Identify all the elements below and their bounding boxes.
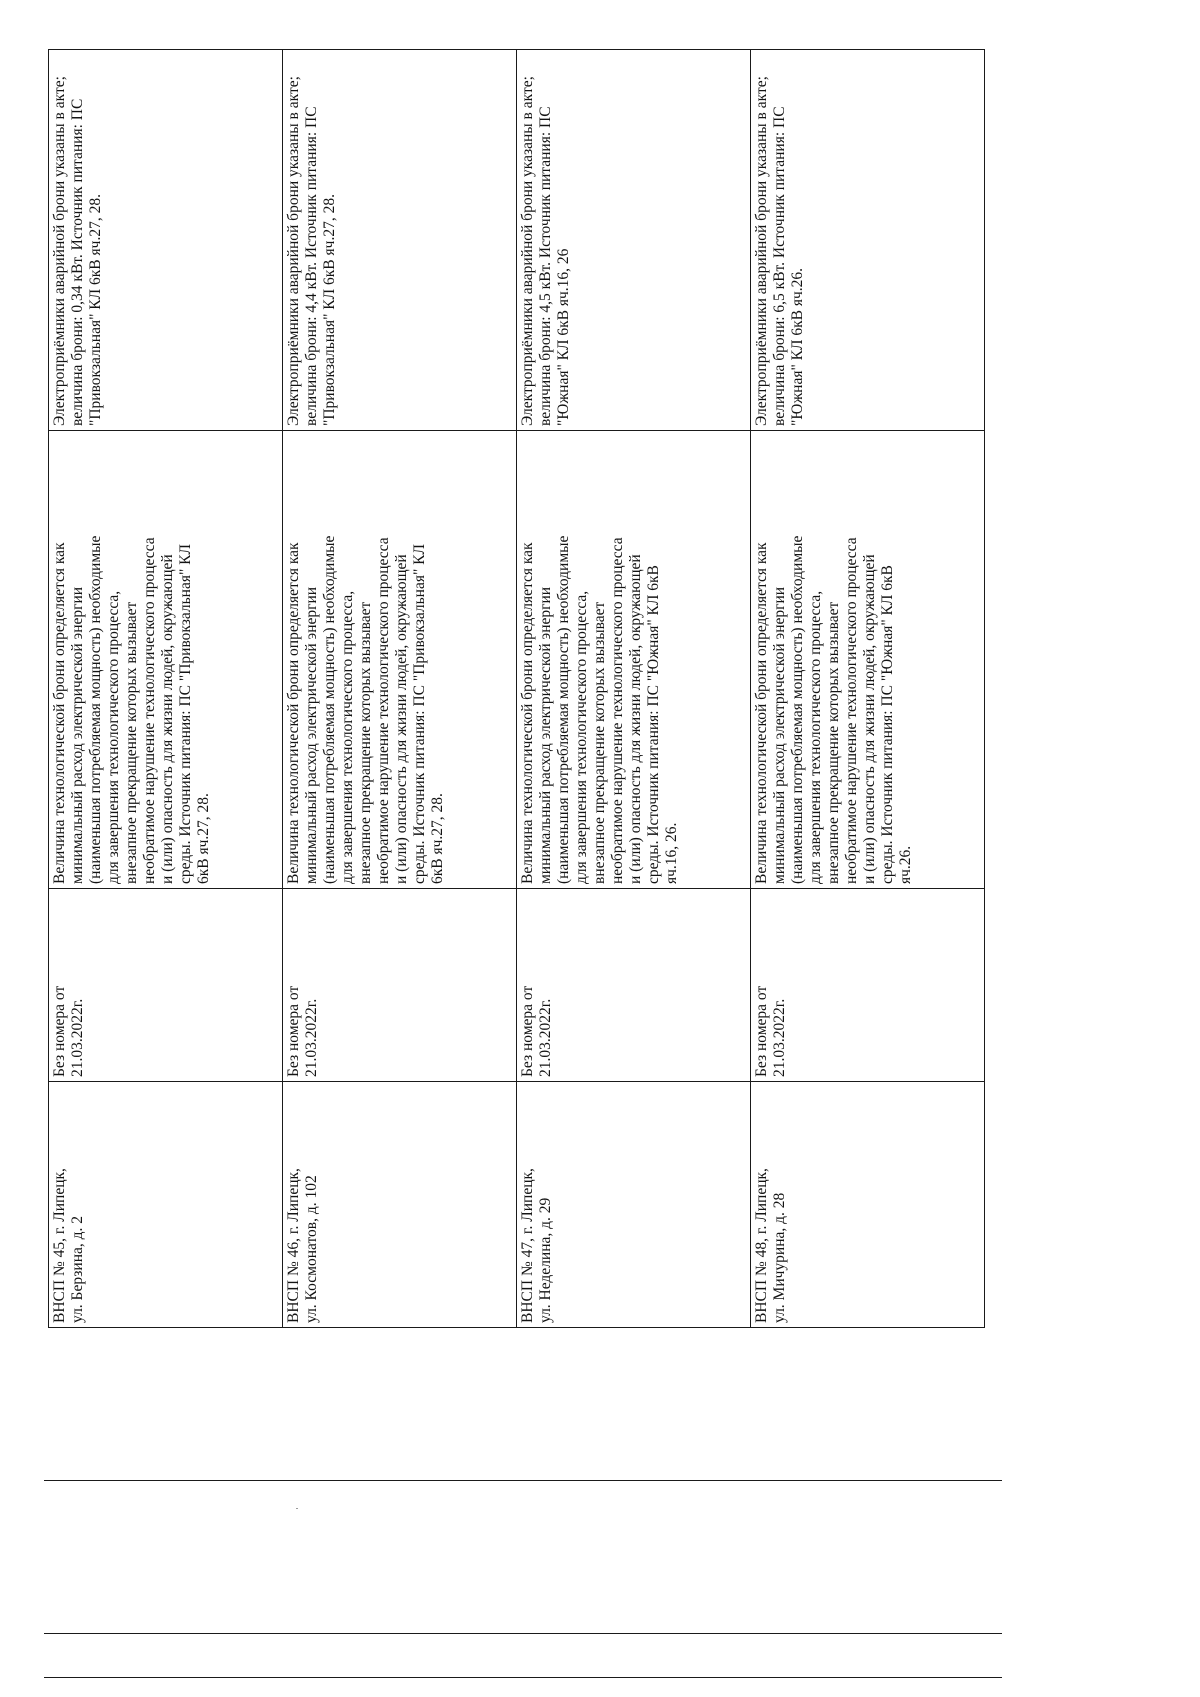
object-cell: ВНСП № 45, г. Липецк, ул. Берзина, д. 2 <box>49 1082 283 1328</box>
table-row <box>49 50 283 1328</box>
emergency-reserve-cell: Электроприёмники аварийной брони указаны в акте; величина брони: 0,34 кВт. Источник питания: ПС "Привокзальная" КЛ 6кВ яч.27, 28. <box>49 50 283 431</box>
table-row <box>751 50 985 1328</box>
tech-reserve-cell: Величина технологической брони определяется как минимальный расход электрической энергии (наименьшая потребляемая мощность) необходимые для завершения технологического процесса, внезапное прекращение которых вызывает необратимое нарушение технологического процесса и (или) опасность для жизни людей, окружающей среды. Источник питания: ПС "Привокзальная" КЛ 6кВ яч.27, 28. <box>283 431 517 889</box>
tech-reserve-cell: Величина технологической брони определяется как минимальный расход электрической энергии (наименьшая потребляемая мощность) необходимые для завершения технологического процесса, внезапное прекращение которых вызывает необратимое нарушение технологического процесса и (или) опасность для жизни людей, окружающей среды. Источник питания: ПС "Южная" КЛ 6кВ яч.26. <box>751 431 985 889</box>
horizontal-rule <box>44 1633 1002 1634</box>
horizontal-rule <box>44 1480 1002 1481</box>
table-row <box>283 50 517 1328</box>
tech-reserve-cell: Величина технологической брони определяется как минимальный расход электрической энергии (наименьшая потребляемая мощность) необходимые для завершения технологического процесса, внезапное прекращение которых вызывает необратимое нарушение технологического процесса и (или) опасность для жизни людей, окружающей среды. Источник питания: ПС "Привокзальная" КЛ 6кВ яч.27, 28. <box>49 431 283 889</box>
act-cell: Без номера от 21.03.2022г. <box>517 889 751 1082</box>
emergency-reserve-cell: Электроприёмники аварийной брони указаны в акте; величина брони: 4,4 кВт. Источник питания: ПС "Привокзальная" КЛ 6кВ яч.27, 28. <box>283 50 517 431</box>
emergency-reserve-cell: Электроприёмники аварийной брони указаны в акте; величина брони: 6,5 кВт. Источник питания: ПС "Южная" КЛ 6кВ яч.26. <box>751 50 985 431</box>
act-cell: Без номера от 21.03.2022г. <box>751 889 985 1082</box>
object-cell: ВНСП № 46, г. Липецк, ул. Космонатов, д. 102 <box>283 1082 517 1328</box>
scan-speck <box>296 1508 298 1509</box>
horizontal-rule <box>44 1677 1002 1678</box>
table-row <box>517 50 751 1328</box>
rotated-table-container <box>48 50 985 1328</box>
power-reserve-table <box>48 49 985 1328</box>
emergency-reserve-cell: Электроприёмники аварийной брони указаны в акте; величина брони: 4,5 кВт. Источник питания: ПС "Южная" КЛ 6кВ яч.16, 26 <box>517 50 751 431</box>
object-cell: ВНСП № 48, г. Липецк, ул. Мичурина, д. 28 <box>751 1082 985 1328</box>
tech-reserve-cell: Величина технологической брони определяется как минимальный расход электрической энергии (наименьшая потребляемая мощность) необходимые для завершения технологического процесса, внезапное прекращение которых вызывает необратимое нарушение технологического процесса и (или) опасность для жизни людей, окружающей среды. Источник питания: ПС "Южная" КЛ 6кВ яч.16, 26. <box>517 431 751 889</box>
object-cell: ВНСП № 47, г. Липецк, ул. Неделина, д. 29 <box>517 1082 751 1328</box>
act-cell: Без номера от 21.03.2022г. <box>49 889 283 1082</box>
act-cell: Без номера от 21.03.2022г. <box>283 889 517 1082</box>
